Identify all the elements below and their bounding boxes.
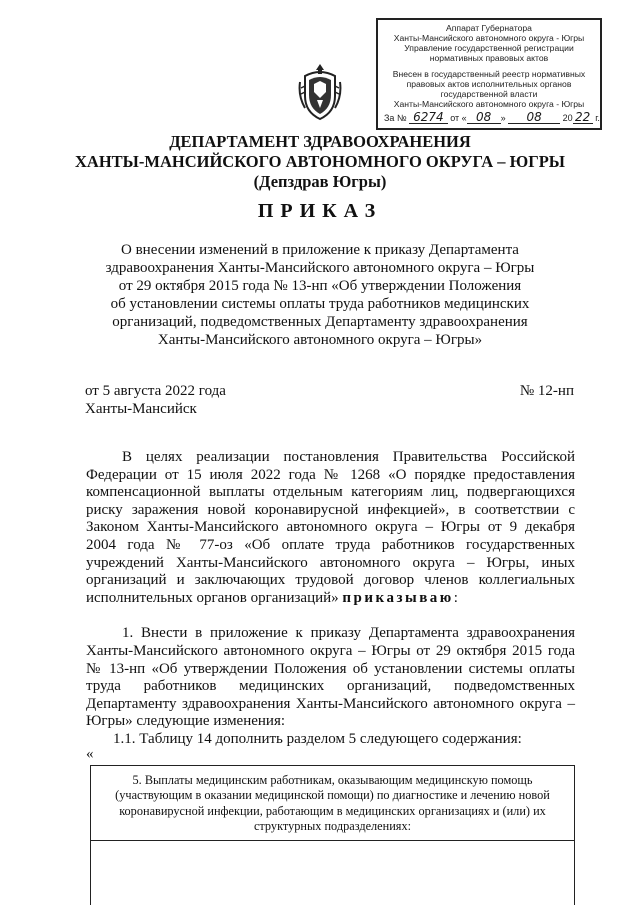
department-name-line: ХАНТЫ-МАНСИЙСКОГО АВТОНОМНОГО ОКРУГА – ЮГРЫ xyxy=(75,152,565,171)
order-city: Ханты-Мансийск xyxy=(85,401,197,417)
document-title: ПРИКАЗ xyxy=(257,200,383,222)
table-section-title: 5. Выплаты медицинским работникам, оказывающим медицинскую помощь (участвующим в оказании медицинской помощи) по диагностике и лечению новой коронавирусной инфекции, работающим в медицинских организациях и (или) их структурных подразделениях: xyxy=(91,773,574,841)
subject-line: об установлении системы оплаты труда работников медицинских xyxy=(110,296,530,312)
inserted-table xyxy=(90,765,575,905)
stamp-line: нормативных правовых актов xyxy=(429,53,549,63)
stamp-line: Управление государственной регистрации xyxy=(404,43,574,53)
clause-1-1-paragraph: 1.1. Таблицу 14 дополнить разделом 5 следующего содержания: xyxy=(113,730,522,747)
order-subject xyxy=(80,241,560,349)
subject-line: О внесении изменений в приложение к приказу Департамента xyxy=(121,242,519,258)
order-date: от 5 августа 2022 года xyxy=(85,383,226,399)
stamp-reg-from: от « xyxy=(450,113,467,123)
registration-stamp xyxy=(376,18,602,130)
preamble-paragraph xyxy=(86,449,575,607)
stamp-line: правовых актов исполнительных органов xyxy=(406,79,572,89)
subject-line: Ханты-Мансийского автономного округа – Югры» xyxy=(157,332,483,348)
subject-line: от 29 октября 2015 года № 13-нп «Об утверждении Положения xyxy=(118,278,522,294)
subject-line: организаций, подведомственных Департаменту здравоохранения xyxy=(112,314,528,330)
stamp-line: Ханты-Мансийского автономного округа - Югры xyxy=(393,99,585,109)
stamp-reg-year-suffix: г. xyxy=(595,113,600,123)
stamp-reg-day-close: » xyxy=(500,113,506,123)
order-body xyxy=(86,449,575,749)
stamp-reg-year: 22 xyxy=(573,111,593,124)
order-directive-colon: : xyxy=(453,589,458,606)
coat-of-arms-emblem xyxy=(297,62,343,122)
opening-quote-mark: « xyxy=(86,746,94,762)
stamp-registration-line xyxy=(384,110,600,124)
stamp-line: Аппарат Губернатора xyxy=(446,23,532,33)
stamp-reg-month: 08 xyxy=(508,111,560,124)
stamp-line: государственной власти xyxy=(440,89,538,99)
order-directive-word: приказываю xyxy=(342,589,454,606)
order-date-block xyxy=(85,382,226,418)
department-name-line: ДЕПАРТАМЕНТ ЗДРАВООХРАНЕНИЯ xyxy=(169,132,471,151)
stamp-reg-day: 08 xyxy=(467,111,501,124)
stamp-reg-prefix: За № xyxy=(384,113,407,123)
preamble-text: В целях реализации постановления Правительства Российской Федерации от 15 июля 2022 года № 1268 «О порядке предоставления компенсационной выплаты отдельным категориям лиц, подвергающихся риску заражения новой коронавирусной инфекцией», в соответствии с Законом Ханты-Мансийского автономного округа – Югры от 9 декабря 2004 года № 77-оз «Об оплате труда работников государственных учреждений Ханты-Мансийского автономного округа – Югры, иных организаций и заключающих трудовой договор членов коллегиальных исполнительных органов организаций» xyxy=(86,449,575,606)
stamp-line: Внесен в государственный реестр нормативных xyxy=(392,69,586,79)
department-short-name: (Депздрав Югры) xyxy=(253,172,387,191)
stamp-reg-year-prefix: 20 xyxy=(562,113,573,123)
stamp-reg-number: 6274 xyxy=(409,111,448,124)
stamp-line: Ханты-Мансийского автономного округа - Югры xyxy=(393,33,585,43)
department-header xyxy=(60,132,580,192)
order-number: № 12-нп xyxy=(519,383,574,399)
subject-line: здравоохранения Ханты-Мансийского автономного округа – Югры xyxy=(105,260,535,276)
clause-1-paragraph: 1. Внести в приложение к приказу Департамента здравоохранения Ханты-Мансийского автономного округа – Югры от 29 октября 2015 года № 13-нп «Об утверждении Положения об установлении системы оплаты труда работников медицинских организаций, подведомственных Департаменту здравоохранения Ханты-Мансийского автономного округа – Югры» следующие изменения: xyxy=(86,625,575,730)
